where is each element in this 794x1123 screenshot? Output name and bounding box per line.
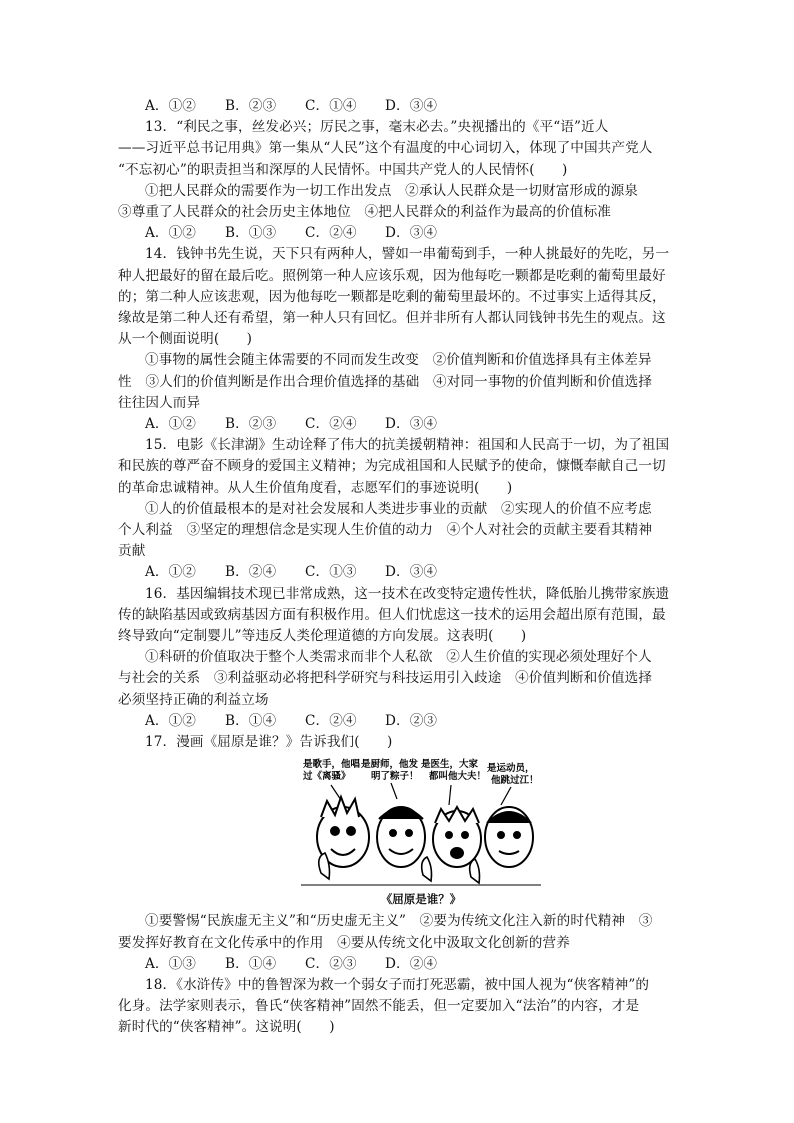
text-line: 13．“利民之事，丝发必兴；厉民之事，毫末必去。”央视播出的《平“语”近人	[145, 119, 609, 136]
answer-options	[118, 711, 676, 732]
text-line: 17．漫画《屈原是谁？》告诉我们( )	[145, 734, 393, 751]
bubble-text: 都叫他大夫！	[429, 771, 487, 783]
answer-option: D．③④	[385, 564, 438, 581]
text-block-after-comic	[118, 911, 676, 1038]
text-line: 往往因人而异	[118, 394, 201, 411]
text-line: 种人把最好的留在最后吃。照例第一种人应该乐观，因为他每吃一颗都是吃剩的葡萄里最好	[118, 267, 666, 284]
text-line: ①人的价值最根本的是对社会发展和人类进步事业的贡献 ②实现人的价值不应考虑	[145, 500, 652, 517]
text-line: 14．钱钟书先生说，天下只有两种人，譬如一串葡萄到手，一种人挑最好的先吃，另一	[145, 246, 670, 263]
text-line: 和民族的尊严奋不顾身的爱国主义精神；为完成祖国和人民赋予的使命，慷慨奉献自己一切	[118, 458, 666, 475]
text-line: 个人利益 ③坚定的理想信念是实现人生价值的动力 ④个人对社会的贡献主要看其精神	[118, 522, 653, 539]
answer-option: A．①②	[145, 712, 196, 729]
answer-option: B．②③	[225, 416, 277, 433]
text-line: ①把人民群众的需要作为一切工作出发点 ②承认人民群众是一切财富形成的源泉	[145, 182, 638, 199]
answer-option: A．①②	[145, 98, 196, 114]
bubble-text: 是运动员，	[487, 763, 535, 775]
bubble-text: 他跳过江！	[491, 775, 539, 787]
answer-option: C．②④	[305, 416, 357, 433]
text-line: ③尊重了人民群众的社会历史主体地位 ④把人民群众的利益作为最高的价值标准	[118, 204, 611, 221]
answer-option: D．③④	[385, 416, 438, 433]
answer-option: D．②③	[385, 712, 438, 729]
answer-option: A．①③	[145, 955, 196, 972]
cartoon-figure	[301, 757, 541, 905]
text-line: 新时代的“侠客精神”。这说明( )	[118, 1019, 335, 1036]
document-page	[118, 96, 676, 1039]
text-line: “不忘初心”的职责担当和深厚的人民情怀。中国共产党人的人民情怀( )	[118, 161, 568, 178]
text-line: 要发挥好教育在文化传承中的作用 ④要从传统文化中汲取文化创新的营养	[118, 934, 570, 951]
answer-option: B．②③	[225, 98, 277, 114]
text-line: 缘故是第二种人还有希望，第一种人只有回忆。但并非所有人都认同钱钟书先生的观点。这	[118, 310, 666, 327]
answer-option: C．②④	[305, 225, 357, 242]
text-line: 与社会的关系 ③利益驱动必将把科学研究与科技运用引入歧途 ④价值判断和价值选择	[118, 670, 653, 687]
answer-option: C．②③	[305, 955, 357, 972]
text-line: 传的缺陷基因或致病基因方面有积极作用。但人们忧虑这一技术的运用会超出原有范围，最	[118, 606, 666, 623]
answer-option: B．①③	[225, 225, 277, 242]
bubble-text: 是医生，大家	[421, 759, 479, 771]
answer-option: D．③④	[385, 98, 438, 114]
cartoon-caption: 《屈原是谁？》	[380, 892, 462, 907]
text-block-before-comic	[118, 96, 676, 753]
cartoon-drawing	[301, 757, 541, 887]
text-line: 贡献	[118, 543, 146, 560]
answer-options	[118, 414, 676, 435]
answer-option: B．①④	[225, 955, 277, 972]
answer-option: B．②④	[225, 564, 277, 581]
answer-option: B．①④	[225, 712, 277, 729]
text-line: 18．《水浒传》中的鲁智深为救一个弱女子而打死恶霸，被中国人视为“侠客精神”的	[145, 976, 650, 993]
text-line: ——习近平总书记用典》第一集从“人民”这个有温度的中心词切入，体现了中国共产党人	[118, 140, 653, 157]
answer-options	[118, 562, 676, 583]
answer-options	[118, 96, 676, 117]
bubble-text: 是厨师，他发	[361, 759, 419, 771]
answer-options	[118, 223, 676, 244]
text-line: ①事物的属性会随主体需要的不同而发生改变 ②价值判断和价值选择具有主体差异	[145, 352, 652, 369]
text-line: 15．电影《长津湖》生动诠释了伟大的抗美援朝精神：祖国和人民高于一切，为了祖国	[145, 437, 670, 454]
answer-options	[118, 954, 676, 975]
answer-option: A．①②	[145, 416, 196, 433]
text-line: 必须坚持正确的利益立场	[118, 691, 269, 708]
text-line: 的革命忠诚精神。从人生价值角度看，志愿军们的事迹说明( )	[118, 479, 513, 496]
bubble-text: 明了粽子！	[371, 771, 419, 783]
text-line: 化身。法学家则表示，鲁氏“侠客精神”固然不能丢，但一定要加入“法治”的内容，才是	[118, 998, 640, 1015]
answer-option: D．②④	[385, 955, 438, 972]
bubble-text: 过《离骚》	[303, 771, 351, 783]
bubble-text: 是歌手，他唱	[303, 759, 361, 771]
text-line: 的；第二种人应该悲观，因为他每吃一颗都是吃剩的葡萄里最坏的。不过事实上适得其反，	[118, 288, 666, 305]
text-line: 终导致向“定制婴儿”等违反人类伦理道德的方向发展。这表明( )	[118, 628, 527, 645]
answer-option: A．①②	[145, 225, 196, 242]
text-line: 16．基因编辑技术现已非常成熟，这一技术在改变特定遗传性状，降低胎儿携带家族遗	[145, 585, 670, 602]
answer-option: C．①④	[305, 98, 357, 114]
answer-option: C．②④	[305, 712, 357, 729]
text-line: 从一个侧面说明( )	[118, 331, 253, 348]
answer-option: C．①③	[305, 564, 357, 581]
answer-option: D．③④	[385, 225, 438, 242]
answer-option: A．①②	[145, 564, 196, 581]
text-line: 性 ③人们的价值判断是作出合理价值选择的基础 ④对同一事物的价值判断和价值选择	[118, 373, 653, 390]
text-line: ①要警惕“民族虚无主义”和“历史虚无主义” ②要为传统文化注入新的时代精神 ③	[145, 913, 653, 930]
text-line: ①科研的价值取决于整个人类需求而非个人私欲 ②人生价值的实现必须处理好个人	[145, 649, 652, 666]
